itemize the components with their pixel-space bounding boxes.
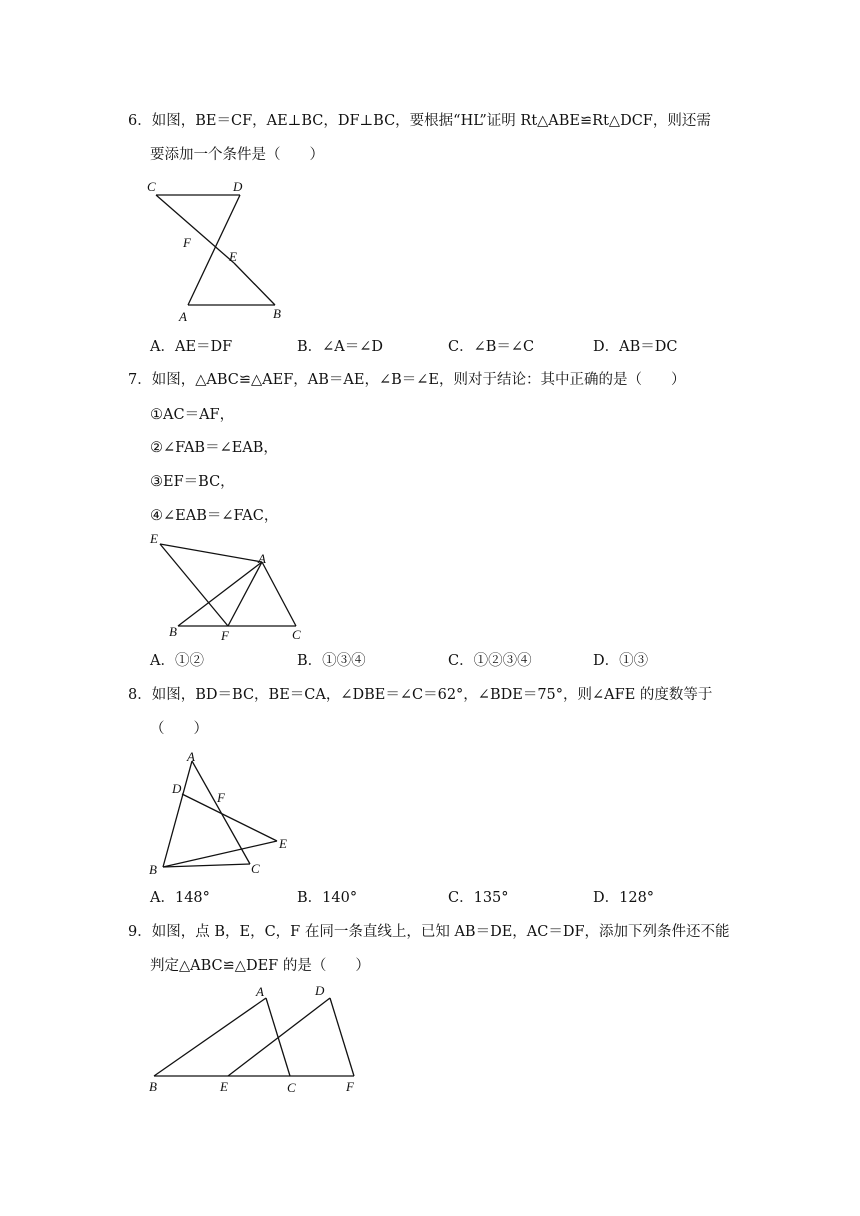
label-C: C (147, 179, 156, 194)
question-text: 如图，BD＝BC，BE＝CA，∠DBE＝∠C＝62°，∠BDE＝75°，则∠AFE 的度数等于 (151, 687, 713, 703)
label-C: C (287, 1080, 296, 1095)
question-8 (128, 685, 712, 705)
figure-q8 (140, 745, 310, 880)
conclusion-3: ③EF＝BC， (150, 474, 235, 490)
label-E: E (150, 531, 158, 546)
figure-q7 (140, 530, 320, 645)
label-F: F (217, 790, 225, 805)
label-C: C (251, 861, 260, 876)
label-B: B (149, 1079, 157, 1094)
label-D: D (233, 179, 243, 194)
figure-q9 (140, 980, 380, 1100)
label-F: F (221, 628, 229, 643)
question-number: 8． (128, 687, 152, 703)
label-A: A (258, 551, 266, 566)
question-text-continued: （ ） (150, 721, 208, 737)
option-d[interactable]: D．AB＝DC (593, 339, 678, 355)
question-number: 7． (128, 372, 152, 388)
option-d[interactable]: D．128° (593, 890, 655, 906)
label-B: B (273, 306, 281, 321)
label-A: A (179, 309, 187, 324)
label-C: C (292, 627, 301, 642)
options-q8 (150, 888, 750, 908)
figure-q6 (140, 175, 300, 325)
label-F: F (183, 235, 191, 250)
question-text-continued: 判定△ABC≌△DEF 的是（ ） (150, 958, 370, 974)
question-6 (128, 111, 711, 131)
label-A: A (187, 749, 195, 764)
label-E: E (229, 249, 237, 264)
option-a[interactable]: A．148° (150, 890, 210, 906)
label-F: F (346, 1079, 354, 1094)
conclusion-1: ①AC＝AF， (150, 407, 235, 423)
conclusion-2: ②∠FAB＝∠EAB， (150, 440, 278, 456)
conclusion-4: ④∠EAB＝∠FAC， (150, 508, 279, 524)
question-9 (128, 922, 730, 942)
question-number: 6． (128, 113, 152, 129)
option-c[interactable]: C．∠B＝∠C (448, 339, 535, 355)
label-A: A (256, 984, 264, 999)
label-B: B (169, 624, 177, 639)
question-text-continued: 要添加一个条件是（ ） (150, 147, 324, 163)
option-b[interactable]: B．∠A＝∠D (297, 339, 384, 355)
options-q6 (150, 337, 750, 357)
option-a[interactable]: A．AE＝DF (150, 339, 233, 355)
question-text: 如图，BE＝CF，AE⊥BC，DF⊥BC，要根据“HL”证明 Rt△ABE≌Rt△DCF，则还需 (151, 113, 711, 129)
question-text: 如图，△ABC≌△AEF，AB＝AE，∠B＝∠E，则对于结论：其中正确的是（ ） (151, 372, 686, 388)
option-d[interactable]: D．①③ (593, 653, 649, 669)
label-E: E (279, 836, 287, 851)
option-c[interactable]: C．135° (448, 890, 509, 906)
question-number: 9． (128, 924, 152, 940)
question-7 (128, 370, 686, 390)
option-a[interactable]: A．①② (150, 653, 204, 669)
option-b[interactable]: B．140° (297, 890, 358, 906)
option-b[interactable]: B．①③④ (297, 653, 366, 669)
options-q7 (150, 651, 750, 671)
label-B: B (149, 862, 157, 877)
label-D: D (315, 983, 325, 998)
label-E: E (220, 1079, 228, 1094)
option-c[interactable]: C．①②③④ (448, 653, 532, 669)
label-D: D (172, 781, 182, 796)
question-text: 如图，点 B，E，C，F 在同一条直线上，已知 AB＝DE，AC＝DF，添加下列条件还不能 (151, 924, 730, 940)
